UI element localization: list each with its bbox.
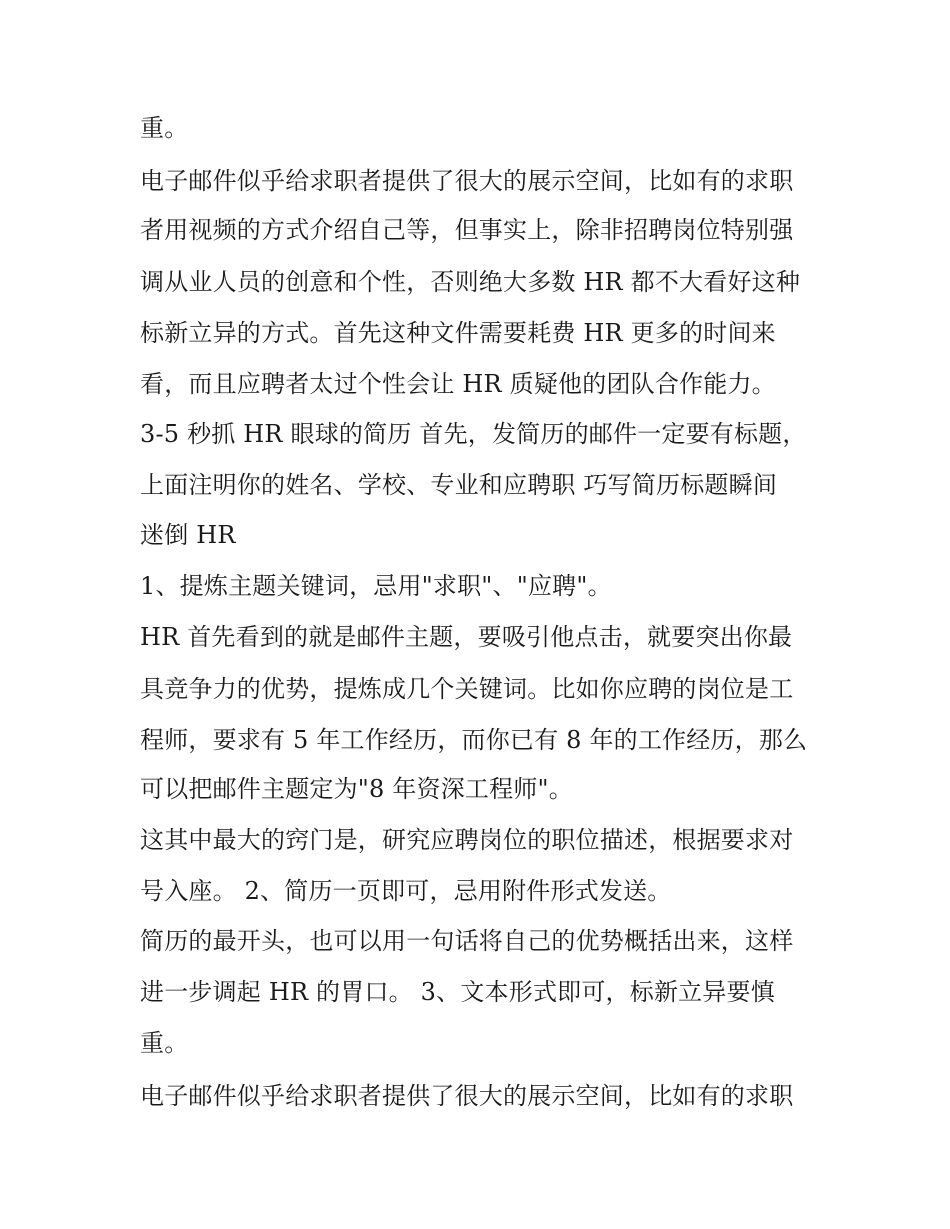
text-line: 者用视频的方式介绍自己等，但事实上，除非招聘岗位特别强	[140, 216, 794, 244]
text-line: 3-5 秒抓 HR 眼球的简历 首先，发简历的邮件一定要有标题，	[140, 420, 807, 448]
text-line: 这其中最大的窍门是，研究应聘岗位的职位描述，根据要求对	[140, 826, 794, 854]
text-line: 电子邮件似乎给求职者提供了很大的展示空间，比如有的求职	[140, 167, 794, 195]
text-line: HR 首先看到的就是邮件主题，要吸引他点击，就要突出你最	[140, 623, 793, 651]
text-line: 简历的最开头，也可以用一句话将自己的优势概括出来，这样	[140, 927, 794, 955]
text-line: 迷倒 HR	[140, 521, 236, 549]
text-line: 看，而且应聘者太过个性会让 HR 质疑他的团队合作能力。	[140, 370, 776, 398]
text-line: 调从业人员的创意和个性，否则绝大多数 HR 都不大看好这种	[140, 268, 801, 296]
text-line: 进一步调起 HR 的胃口。 3、文本形式即可，标新立异要慎	[140, 978, 775, 1006]
text-line: 程师，要求有 5 年工作经历，而你已有 8 年的工作经历，那么	[140, 726, 808, 754]
text-line: 可以把邮件主题定为"8 年资深工程师"。	[140, 775, 573, 803]
text-line: 电子邮件似乎给求职者提供了很大的展示空间，比如有的求职	[140, 1082, 794, 1110]
text-line: 具竞争力的优势，提炼成几个关键词。比如你应聘的岗位是工	[140, 675, 794, 703]
text-line: 号入座。 2、简历一页即可，忌用附件形式发送。	[140, 877, 672, 905]
text-line: 标新立异的方式。首先这种文件需要耗费 HR 更多的时间来	[140, 319, 776, 347]
text-line: 上面注明你的姓名、学校、专业和应聘职 巧写简历标题瞬间	[140, 471, 778, 499]
text-line: 重。	[140, 1029, 189, 1057]
text-line: 1、提炼主题关键词，忌用"求职"、"应聘"。	[140, 572, 612, 600]
text-line: 重。	[140, 114, 189, 142]
